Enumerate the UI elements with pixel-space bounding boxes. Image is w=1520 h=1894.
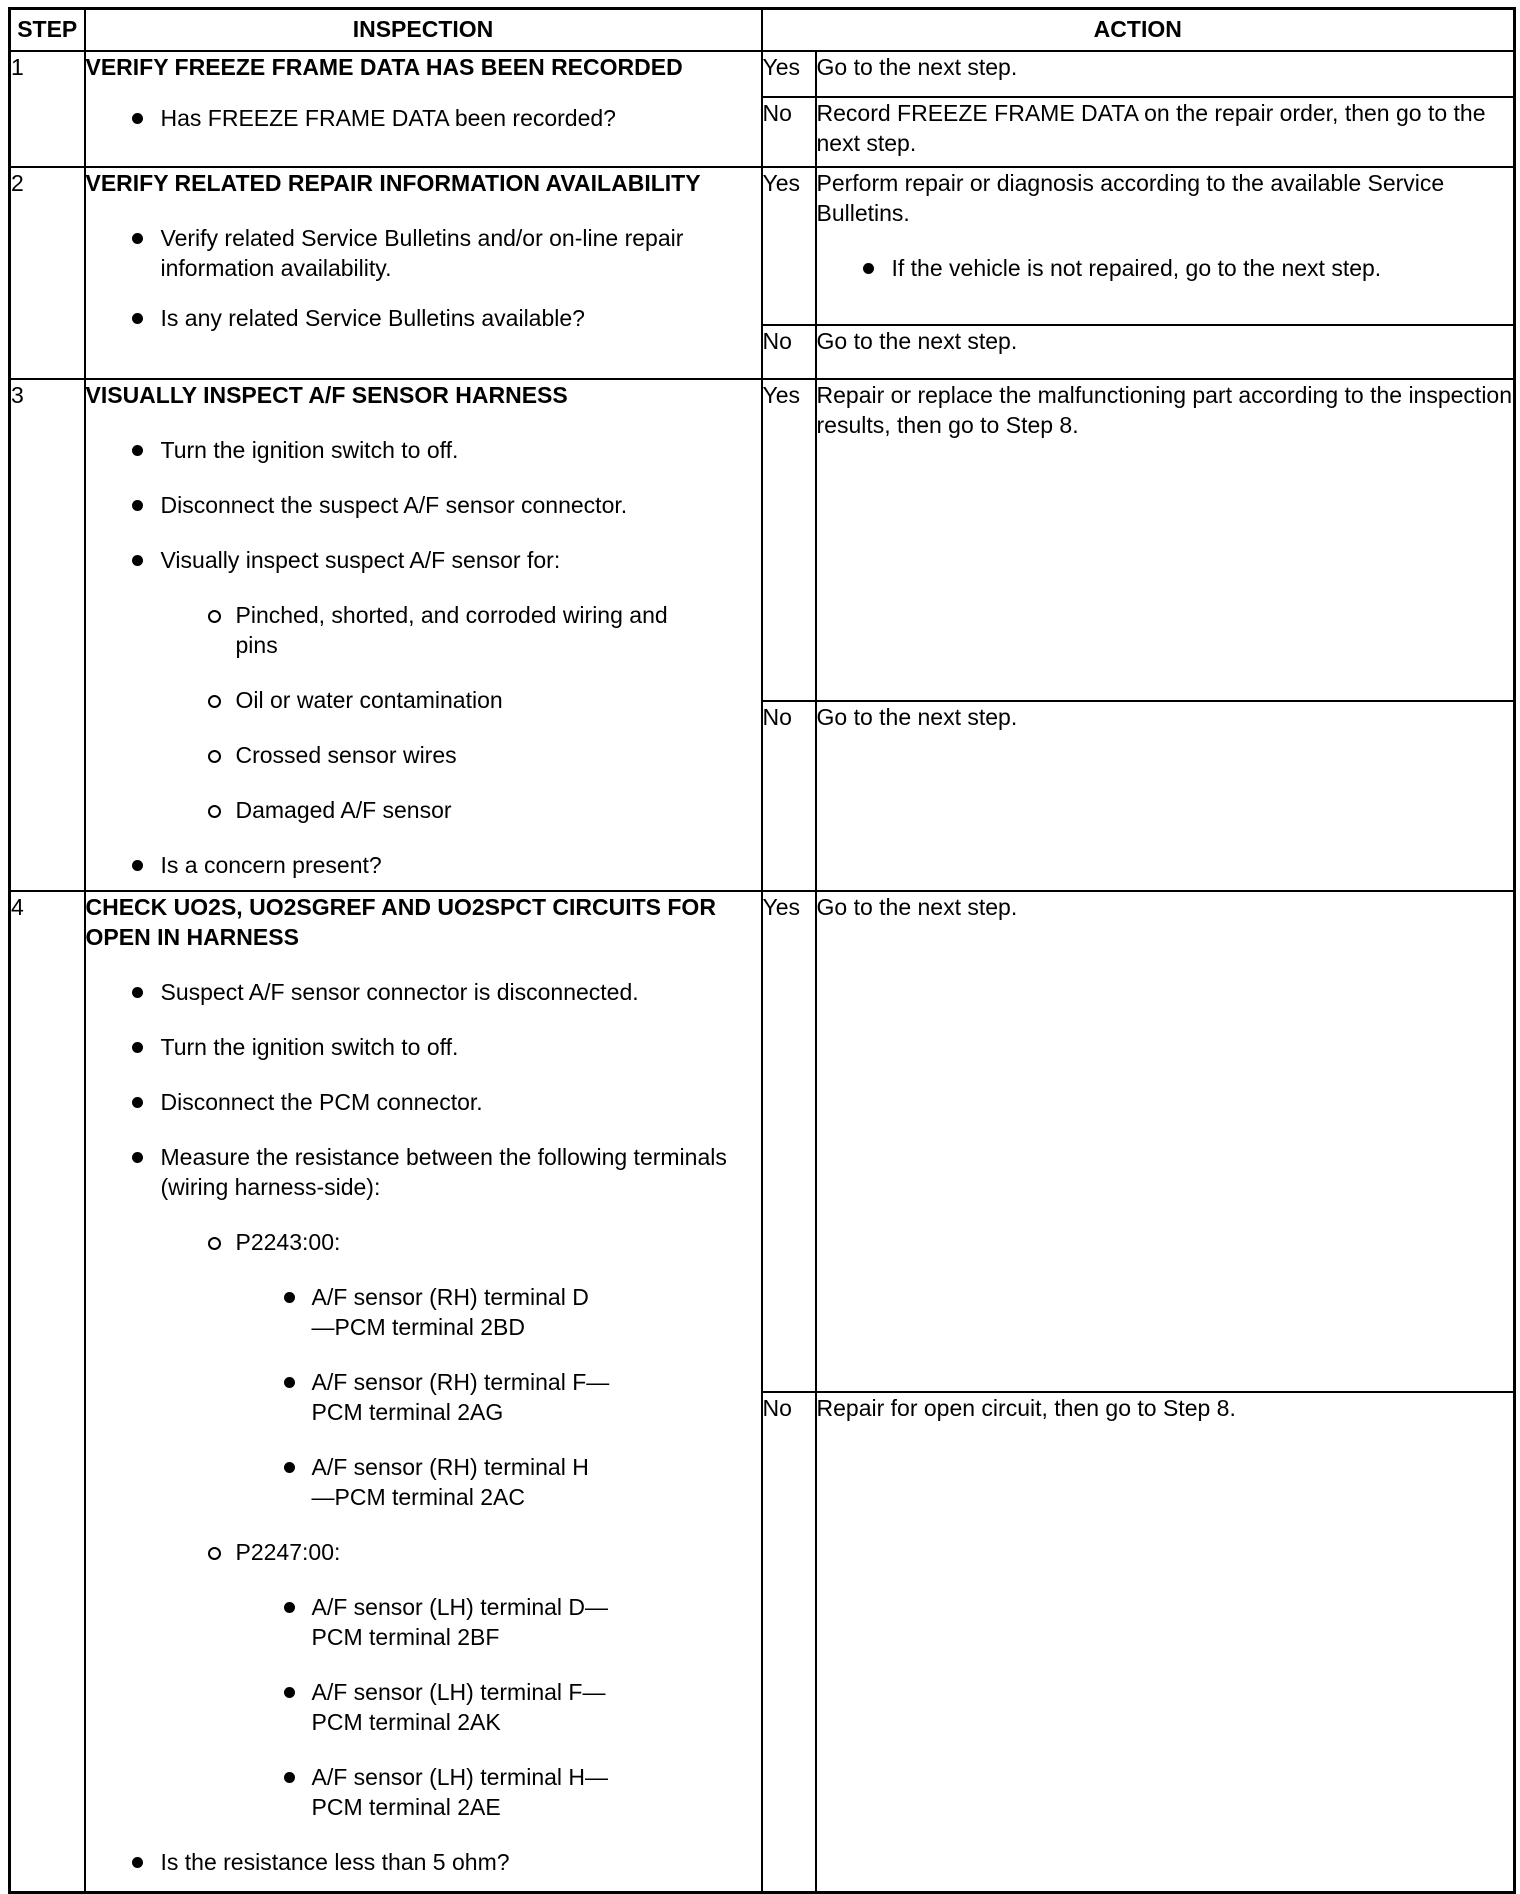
- table-row: [10, 167, 1515, 325]
- step-number: 3: [10, 379, 85, 891]
- header-step: STEP: [10, 9, 85, 52]
- sub-sub-list-item: A/F sensor (LH) terminal H—PCM terminal 2AE: [86, 1762, 611, 1822]
- yes-action: Perform repair or diagnosis according to the available Service Bulletins.: [816, 170, 1445, 226]
- yes-label: Yes: [762, 167, 816, 325]
- yes-action: Go to the next step.: [816, 51, 1515, 97]
- list-item: Has FREEZE FRAME DATA been recorded?: [86, 103, 761, 133]
- sub-sub-list-item: A/F sensor (LH) terminal F—PCM terminal 2AK: [86, 1677, 611, 1737]
- list-item: Measure the resistance between the following terminals (wiring harness-side):: [86, 1142, 761, 1202]
- header-inspection: INSPECTION: [85, 9, 762, 52]
- no-action: Go to the next step.: [816, 701, 1515, 891]
- list-item: Suspect A/F sensor connector is disconnected.: [86, 977, 761, 1007]
- list-item: Turn the ignition switch to off.: [86, 1032, 761, 1062]
- sub-list-item: Damaged A/F sensor: [86, 795, 671, 825]
- inspection-cell: [85, 167, 762, 379]
- step-number: 2: [10, 167, 85, 379]
- table-row: [10, 891, 1515, 1392]
- step-title: VERIFY RELATED REPAIR INFORMATION AVAILABILITY: [85, 170, 701, 196]
- sub-list-item: Crossed sensor wires: [86, 740, 671, 770]
- sub-list-item: Pinched, shorted, and corroded wiring and pins: [86, 600, 671, 660]
- list-item: If the vehicle is not repaired, go to the next step.: [817, 253, 1514, 283]
- list-item: Disconnect the PCM connector.: [86, 1087, 761, 1117]
- sub-list-item: Oil or water contamination: [86, 685, 671, 715]
- list-item: Visually inspect suspect A/F sensor for:: [86, 545, 761, 575]
- yes-action: Go to the next step.: [816, 891, 1515, 1392]
- sub-list-item: P2243:00:: [86, 1227, 761, 1257]
- diagnostic-table: [8, 7, 1516, 1894]
- yes-action: Repair or replace the malfunctioning part according to the inspection results, then go to Step 8.: [816, 379, 1515, 701]
- inspection-cell: [85, 379, 762, 891]
- yes-label: Yes: [762, 51, 816, 97]
- sub-sub-list-item: A/F sensor (LH) terminal D—PCM terminal 2BF: [86, 1592, 611, 1652]
- no-action: Record FREEZE FRAME DATA on the repair order, then go to the next step.: [816, 97, 1515, 167]
- list-item: Verify related Service Bulletins and/or on-line repair information availability.: [86, 223, 761, 283]
- sub-sub-list-item: A/F sensor (RH) terminal F—PCM terminal 2AG: [86, 1367, 611, 1427]
- no-label: No: [762, 325, 816, 379]
- yes-label: Yes: [762, 379, 816, 701]
- list-item: Disconnect the suspect A/F sensor connector.: [86, 490, 761, 520]
- sub-sub-list-item: A/F sensor (RH) terminal H—PCM terminal 2AC: [86, 1452, 611, 1512]
- table-row: [10, 379, 1515, 701]
- header-row: [10, 9, 1515, 52]
- step-number: 4: [10, 891, 85, 1892]
- header-action: ACTION: [762, 9, 1515, 52]
- table-row: [10, 51, 1515, 97]
- no-label: No: [762, 701, 816, 891]
- list-item: Turn the ignition switch to off.: [86, 435, 761, 465]
- step-title: CHECK UO2S, UO2SGREF AND UO2SPCT CIRCUITS FOR OPEN IN HARNESS: [85, 894, 716, 950]
- step-title: VISUALLY INSPECT A/F SENSOR HARNESS: [85, 382, 568, 408]
- list-item: Is a concern present?: [86, 850, 761, 880]
- list-item: Is any related Service Bulletins available?: [86, 303, 761, 333]
- list-item: Is the resistance less than 5 ohm?: [86, 1847, 761, 1877]
- sub-sub-list-item: A/F sensor (RH) terminal D—PCM terminal 2BD: [86, 1282, 611, 1342]
- inspection-cell: [85, 51, 762, 167]
- no-action: Repair for open circuit, then go to Step 8.: [816, 1392, 1515, 1892]
- step-number: 1: [10, 51, 85, 167]
- sub-list-item: P2247:00:: [86, 1537, 761, 1567]
- no-label: No: [762, 1392, 816, 1892]
- no-label: No: [762, 97, 816, 167]
- inspection-cell: [85, 891, 762, 1892]
- yes-label: Yes: [762, 891, 816, 1392]
- yes-action-cell: [816, 167, 1515, 325]
- step-title: VERIFY FREEZE FRAME DATA HAS BEEN RECORDED: [85, 54, 683, 80]
- no-action: Go to the next step.: [816, 325, 1515, 379]
